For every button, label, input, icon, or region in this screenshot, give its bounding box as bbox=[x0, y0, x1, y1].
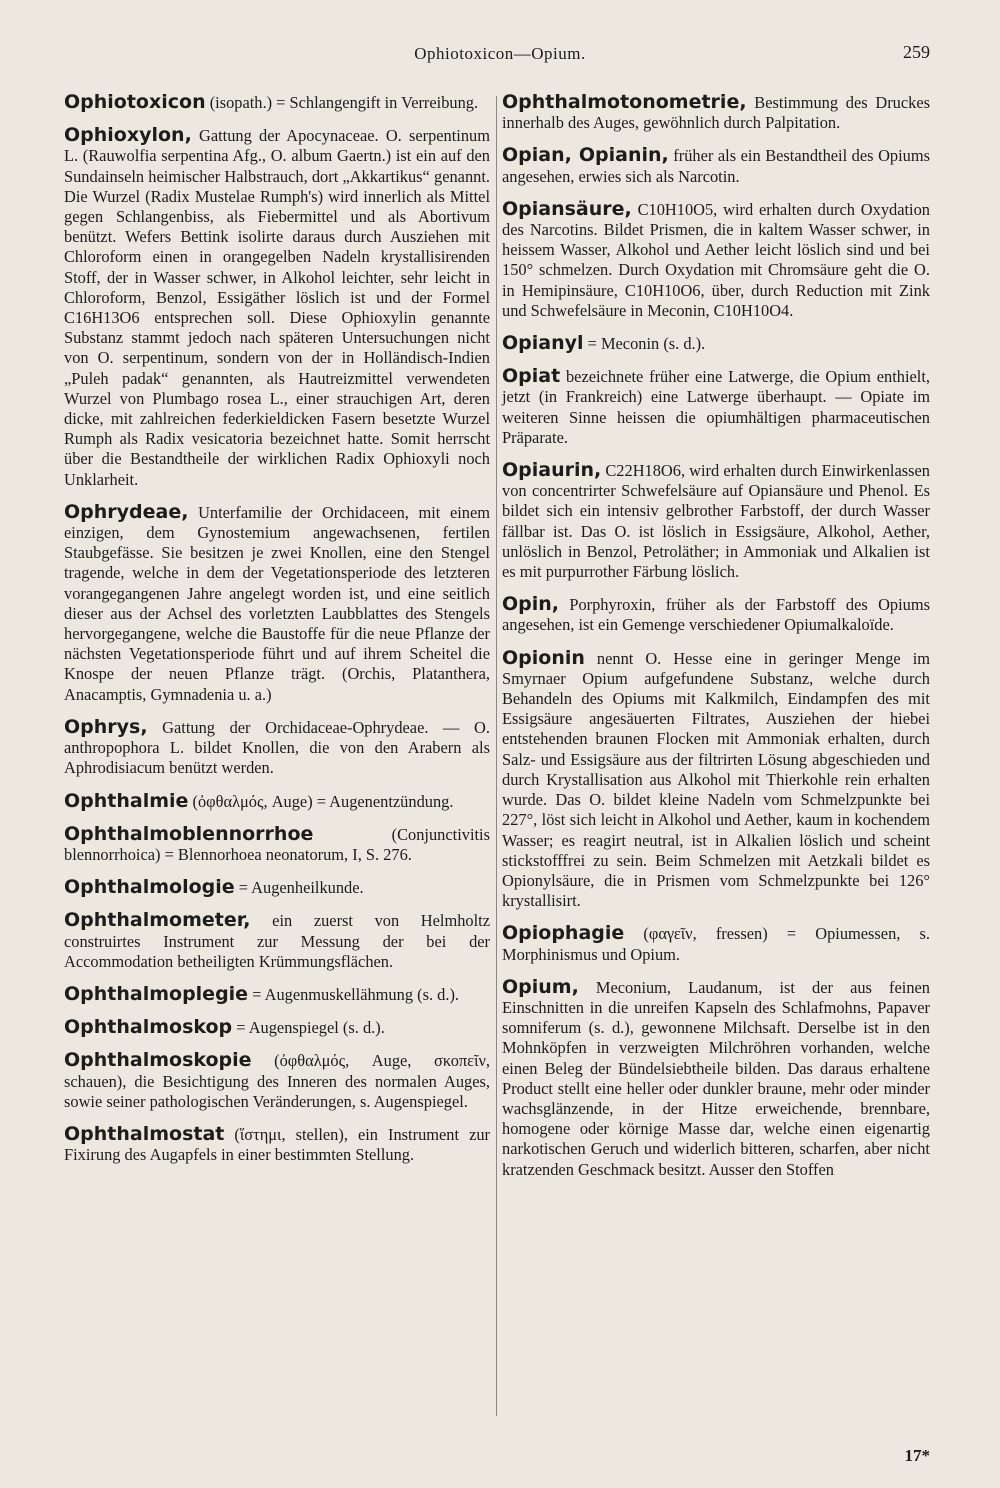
entry-text: C22H18O6, wird erhalten durch Einwirkenlassen von concentrirter Schwefelsäure auf Opiansäure und Phenol. Es bildet sich ein intensiv gelbrother Farbstoff, der durch Wasser fällbar ist. Das O. ist löslich in Essigsäure, Alkohol, Aether, unlöslich in Benzol, Petroläther; in Ammoniak und Alkalien ist es mit purpurrother Färbung löslich. bbox=[502, 461, 930, 582]
entry-headword: Ophioxylon, bbox=[64, 124, 192, 147]
dictionary-entry bbox=[64, 717, 490, 779]
dictionary-entry bbox=[64, 910, 490, 972]
entry-headword: Opianyl bbox=[502, 332, 584, 355]
entry-text: C10H10O5, wird erhalten durch Oxydation des Narcotins. Bildet Prismen, die in kaltem Wasser schwer, in heissem Wasser, Alkohol und Aether leicht löslich sind und bei 150° schmelzen. Durch Oxydation mit Chromsäure geht die O. in Hemipinsäure, C10H10O6, über, durch Reduction mit Zink und Schwefelsäure in Meconin, C10H10O4. bbox=[502, 199, 930, 320]
entry-text: Gattung der Apocynaceae. O. serpentinum L. (Rauwolfia serpentina Afg., O. album Gaertn.) ist ein auf den Sundainseln heimischer Halbstrauch, dort „Akkartikus“ genannt. Die Wurzel (Radix Mustelae Rumph's) wird innerlich als Mittel gegen Schlangenbiss, als Fiebermittel und als Abortivum benützt. Wefers Bettink isolirte daraus durch Ausziehen mit Chloroform einen in orangegelben Nadeln krystallisirenden Stoff, der in Wasser schwer, in Alkohol leichter, sehr leicht in Chloroform, Benzol, Essigäther löslich ist und der Formel C16H13O6 entsprechen soll. Diese Ophioxylin genannte Substanz stammt jedoch nach späteren Untersuchungen nicht von O. serpentinum, sondern von der in Holländisch-Indien „Puleh padak“ genannten, als Hautreizmittel verwendeten Wurzel von Plumbago rosea L., einer strauchigen Art, deren dicke, mit zahlreichen federkieldicken Fasern besetzte Wurzel Rumph als Radix vesicatoria bezeichnet hatte. Somit herrscht über die Bestandtheile der wirklichen Radix Ophioxyli noch Unklarheit. bbox=[64, 126, 490, 489]
entry-text: = Augenheilkunde. bbox=[234, 878, 364, 898]
entry-text: (Conjunctivitis blennorrhoica) = Blennorhoea neonatorum, I, S. 276. bbox=[64, 824, 490, 864]
entry-text: Porphyroxin, früher als der Farbstoff des Opiums angesehen, ist ein Gemenge verschiedener Opiumalkaloïde. bbox=[502, 595, 930, 635]
dictionary-entry bbox=[64, 877, 490, 898]
entry-headword: Opium, bbox=[502, 975, 579, 998]
entry-headword: Ophthalmoblennorrhoe bbox=[64, 822, 314, 845]
entry-text: = Augenmuskellähmung (s. d.). bbox=[248, 984, 459, 1004]
entry-headword: Ophthalmie bbox=[64, 789, 189, 812]
entry-text: = Augenspiegel (s. d.). bbox=[232, 1018, 385, 1038]
right-column bbox=[502, 92, 930, 1192]
dictionary-entry bbox=[502, 92, 930, 133]
entry-headword: Ophthalmostat bbox=[64, 1122, 225, 1145]
entry-text: (ἵστημι, stellen), ein Instrument zur Fixirung des Augapfels in einer bestimmten Stellung. bbox=[64, 1124, 490, 1165]
entry-headword: Ophthalmotonometrie, bbox=[502, 91, 747, 113]
entry-headword: Ophthalmologie bbox=[64, 876, 235, 899]
dictionary-entry bbox=[502, 977, 930, 1180]
dictionary-entry bbox=[64, 791, 490, 812]
column-divider bbox=[496, 96, 497, 1416]
entry-headword: Ophthalmoskopie bbox=[64, 1049, 252, 1072]
entry-text: Gattung der Orchidaceae-Ophrydeae. — O. anthropophora L. bildet Knollen, die von den Arabern als Aphrodisiacum benützt werden. bbox=[64, 717, 490, 778]
entry-headword: Ophthalmoplegie bbox=[64, 982, 249, 1005]
dictionary-entry bbox=[64, 1050, 490, 1112]
dictionary-entry bbox=[502, 366, 930, 448]
entry-text: Meconium, Laudanum, ist der aus feinen Einschnitten in die unreifen Kapseln des Schlafmohns, Papaver somniferum (s. d.), gewonnene Milchsaft. Derselbe ist in den Mohnköpfen in verzweigten Milchröhren vorhanden, welche einen Beleg der Bündelsiebtheile bilden. Das daraus erhaltene Product stellt eine heller oder dunkler braune, mehr oder minder wachsglänzende, in der Hitze erweichende, brennbare, homogene oder körnige Masse dar, welche einen eigenartig narkotischen Geruch und widerlich bitteren, scharfen, aber nicht kratzenden Geschmack besitzt. Ausser den Stoffen bbox=[502, 977, 930, 1179]
dictionary-entry bbox=[502, 460, 930, 582]
running-title: Ophiotoxicon—Opium. bbox=[414, 44, 586, 63]
entry-headword: Ophiotoxicon bbox=[64, 91, 206, 113]
entry-text: (isopath.) = Schlangengift in Verreibung. bbox=[205, 93, 479, 112]
dictionary-entry bbox=[502, 333, 930, 354]
dictionary-entry bbox=[64, 824, 490, 865]
signature-mark: 17* bbox=[904, 1446, 930, 1465]
dictionary-entry bbox=[502, 145, 930, 186]
dictionary-entry bbox=[64, 502, 490, 705]
dictionary-entry bbox=[64, 984, 490, 1005]
entry-text: früher als ein Bestandtheil des Opiums angesehen, erwies sich als Narcotin. bbox=[502, 146, 930, 186]
entry-headword: Ophrydeae, bbox=[64, 500, 189, 523]
running-header bbox=[0, 40, 1000, 70]
entry-headword: Opiophagie bbox=[502, 922, 625, 945]
entry-headword: Ophthalmoskop bbox=[64, 1016, 233, 1039]
entry-headword: Ophrys, bbox=[64, 715, 148, 738]
entry-text: ein zuerst von Helmholtz construirtes Instrument zur Messung der bei der Accommodation betheiligten Krümmungsflächen. bbox=[64, 911, 490, 971]
entry-headword: Opionin bbox=[502, 646, 585, 669]
entry-headword: Ophthalmometer, bbox=[64, 909, 251, 932]
entry-text: (ὀφθαλμός, Auge) = Augenentzündung. bbox=[188, 791, 454, 811]
entry-headword: Opin, bbox=[502, 593, 560, 616]
dictionary-entry bbox=[64, 92, 490, 113]
entry-headword: Opian, Opianin, bbox=[502, 144, 669, 167]
entry-text: nennt O. Hesse eine in geringer Menge im Smyrnaer Opium aufgefundene Substanz, welche durch Behandeln des Opiums mit Kalkmilch, Eindampfen des mit Essigsäure angesäuerten Filtrates, Ausziehen der hiebei entstehenden braunen Flocken mit Ammoniak erhalten, durch Salz- und Essigsäure aus der filtrirten Lösung abgeschieden und durch Krystallisation aus Alkohol mit Thierkohle rein erhalten wurde. Das O. bildet kleine Nadeln vom Schmelzpunkte bei 227°, löst sich leicht in Alkohol und Aether, kaum in kochendem Wasser; es reagirt neutral, ist in Alkalien löslich und scheint stickstofffrei zu sein. Beim Schmelzen mit Aetzkali bildet es Opionylsäure, die in Prismen vom Schmelzpunkte bei 126° krystallisirt. bbox=[502, 648, 930, 911]
page-number: 259 bbox=[903, 42, 930, 62]
dictionary-entry bbox=[502, 923, 930, 964]
dictionary-entry bbox=[502, 594, 930, 635]
entry-text: Bestimmung des Druckes innerhalb des Auges, gewöhnlich durch Palpitation. bbox=[502, 93, 930, 133]
dictionary-entry bbox=[502, 648, 930, 912]
entry-headword: Opiat bbox=[502, 365, 561, 388]
dictionary-entry bbox=[502, 199, 930, 321]
entry-headword: Opiansäure, bbox=[502, 197, 632, 220]
dictionary-entry bbox=[64, 125, 490, 490]
entry-text: (φαγεῖν, fressen) = Opiumessen, s. Morphinismus und Opium. bbox=[502, 924, 930, 964]
entry-text: (ὀφθαλμός, Auge, σκοπεῖν, schauen), die Besichtigung des Inneren des normalen Auges, sowie seiner pathologischen Veränderungen, s. Augenspiegel. bbox=[64, 1051, 490, 1111]
entry-text: Unterfamilie der Orchidaceen, mit einem einzigen, dem Gynostemium angewachsenen, fertilen Staubgefässe. Sie besitzen je zwei Knollen, eine den Stengel tragende, welche in dem der Vegetationsperiode des letzteren vorangegangenen Jahre angelegt worden ist, und eine seitlich dieser aus der Achsel des vorletzten Laubblattes des Stengels hervorgegangene, welche die Baustoffe für die neue Pflanze der nächsten Vegetationsperiode führt und auf ihrem Scheitel die Knospe der neuen Pflanze trägt. (Orchis, Platanthera, Anacamptis, Gymnadenia u. a.) bbox=[64, 502, 490, 704]
left-column bbox=[64, 92, 490, 1177]
entry-text: bezeichnete früher eine Latwerge, die Opium enthielt, jetzt (in Frankreich) eine Latwerge überhaupt. — Opiate im weiteren Sinne heissen die opiumhältigen pharmaceutischen Präparate. bbox=[502, 367, 930, 447]
entry-text: = Meconin (s. d.). bbox=[583, 334, 706, 354]
dictionary-entry bbox=[64, 1124, 490, 1165]
entry-headword: Opiaurin, bbox=[502, 459, 602, 482]
dictionary-entry bbox=[64, 1017, 490, 1038]
